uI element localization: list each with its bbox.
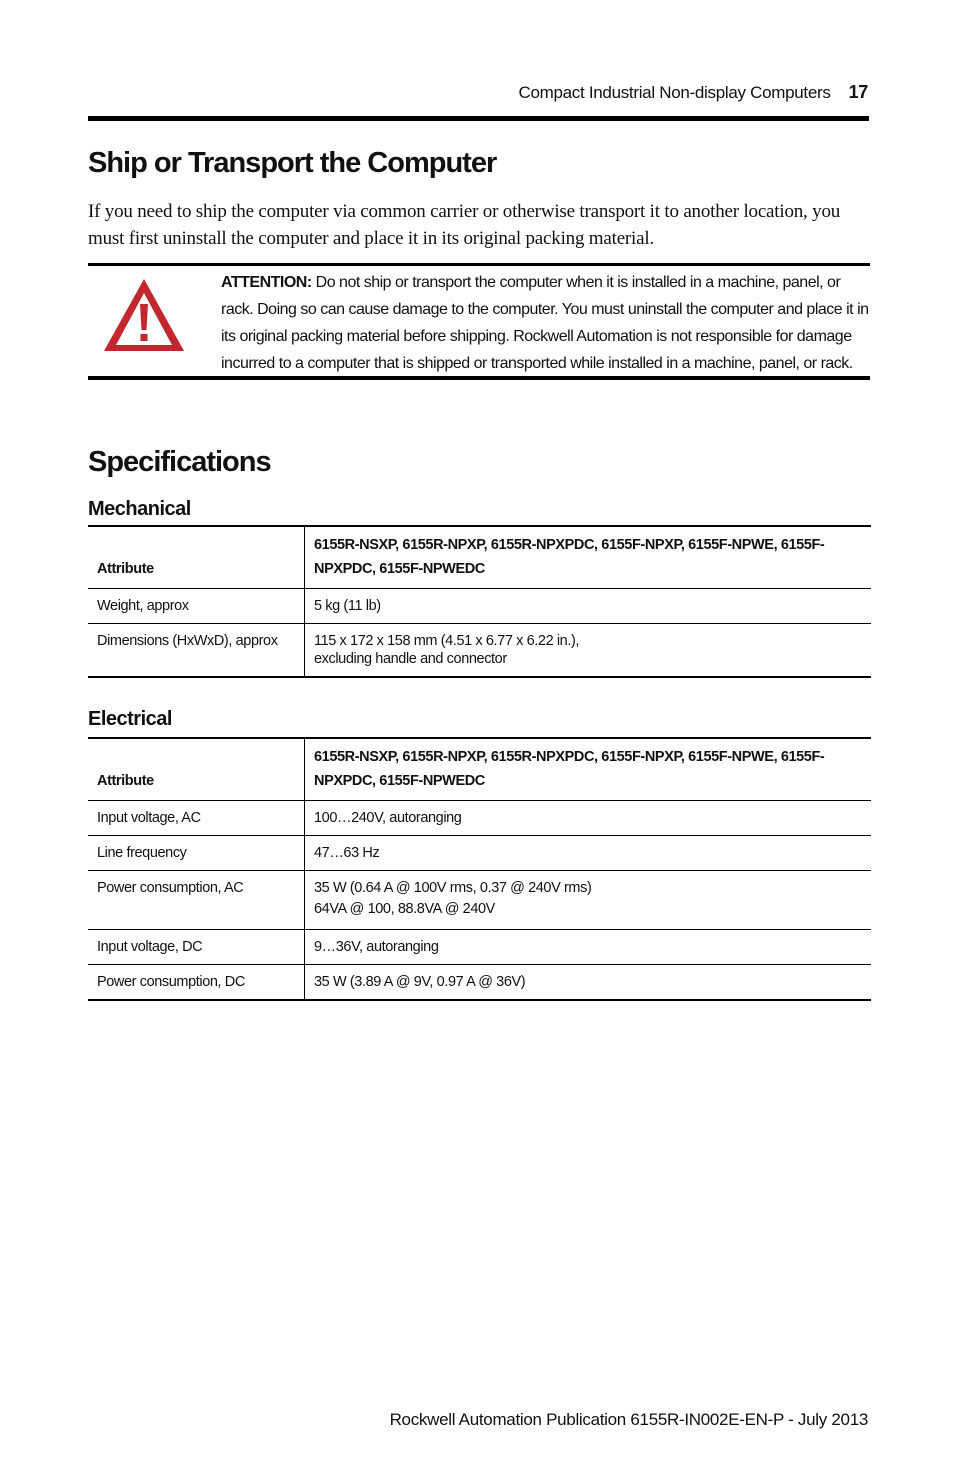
attribute-cell: Weight, approx [88,589,305,624]
table-row [88,589,871,624]
attention-label: ATTENTION: [221,274,312,291]
publication-footer: Rockwell Automation Publication 6155R-IN002E-EN-P - July 2013 [389,1410,868,1429]
attribute-cell: Dimensions (HxWxD), approx [88,624,305,678]
attention-message: Do not ship or transport the computer when it is installed in a machine, panel, or rack. Doing so can cause damage to the computer. You must uninstall the computer and place it in its original packing material before shipping. Rockwell Automation is not responsible for damage incurred to a computer that is shipped or transported while installed in a machine, panel, or rack. [221,274,869,372]
attribute-cell: Input voltage, DC [88,930,305,965]
value-cell: 35 W (0.64 A @ 100V rms, 0.37 @ 240V rms) 64VA @ 100, 88.8VA @ 240V [305,871,872,930]
attention-text [221,269,869,377]
running-header [88,82,868,108]
value-cell: 35 W (3.89 A @ 9V, 0.97 A @ 36V) [305,965,872,1001]
table-header-row [88,738,871,801]
column-header-attribute: Attribute [88,526,305,589]
header-title: Compact Industrial Non-display Computers [518,83,831,102]
column-header-models: 6155R-NSXP, 6155R-NPXP, 6155R-NPXPDC, 6155F-NPXP, 6155F-NPWE, 6155F-NPXPDC, 6155F-NPWEDC [314,749,825,789]
table-row [88,965,871,1001]
value-cell: 9…36V, autoranging [305,930,872,965]
table-row [88,624,871,678]
ship-section-title: Ship or Transport the Computer [88,147,497,179]
mechanical-table [88,525,871,678]
warning-triangle-icon [101,276,187,354]
header-rule [88,116,869,121]
table-row [88,801,871,836]
value-cell: 5 kg (11 lb) [305,589,872,624]
table-row [88,836,871,871]
attribute-cell: Input voltage, AC [88,801,305,836]
value-cell: 47…63 Hz [305,836,872,871]
attribute-cell: Power consumption, DC [88,965,305,1001]
value-cell: 115 x 172 x 158 mm (4.51 x 6.77 x 6.22 in.), excluding handle and connector [305,624,872,678]
attention-notice [88,263,870,380]
ship-section-body: If you need to ship the computer via common carrier or otherwise transport it to another location, you must first uninstall the computer and place it in its original packing material. [88,201,841,249]
mechanical-title: Mechanical [88,498,191,520]
attribute-cell: Line frequency [88,836,305,871]
specifications-title: Specifications [88,446,271,478]
electrical-table [88,737,871,1001]
value-cell: 100…240V, autoranging [305,801,872,836]
attribute-cell: Power consumption, AC [88,871,305,930]
table-row [88,930,871,965]
page-number: 17 [848,82,868,102]
table-header-row [88,526,871,589]
table-row [88,871,871,930]
column-header-models: 6155R-NSXP, 6155R-NPXP, 6155R-NPXPDC, 6155F-NPXP, 6155F-NPWE, 6155F-NPXPDC, 6155F-NPWEDC [314,537,825,577]
column-header-attribute: Attribute [88,738,305,801]
electrical-title: Electrical [88,708,172,730]
